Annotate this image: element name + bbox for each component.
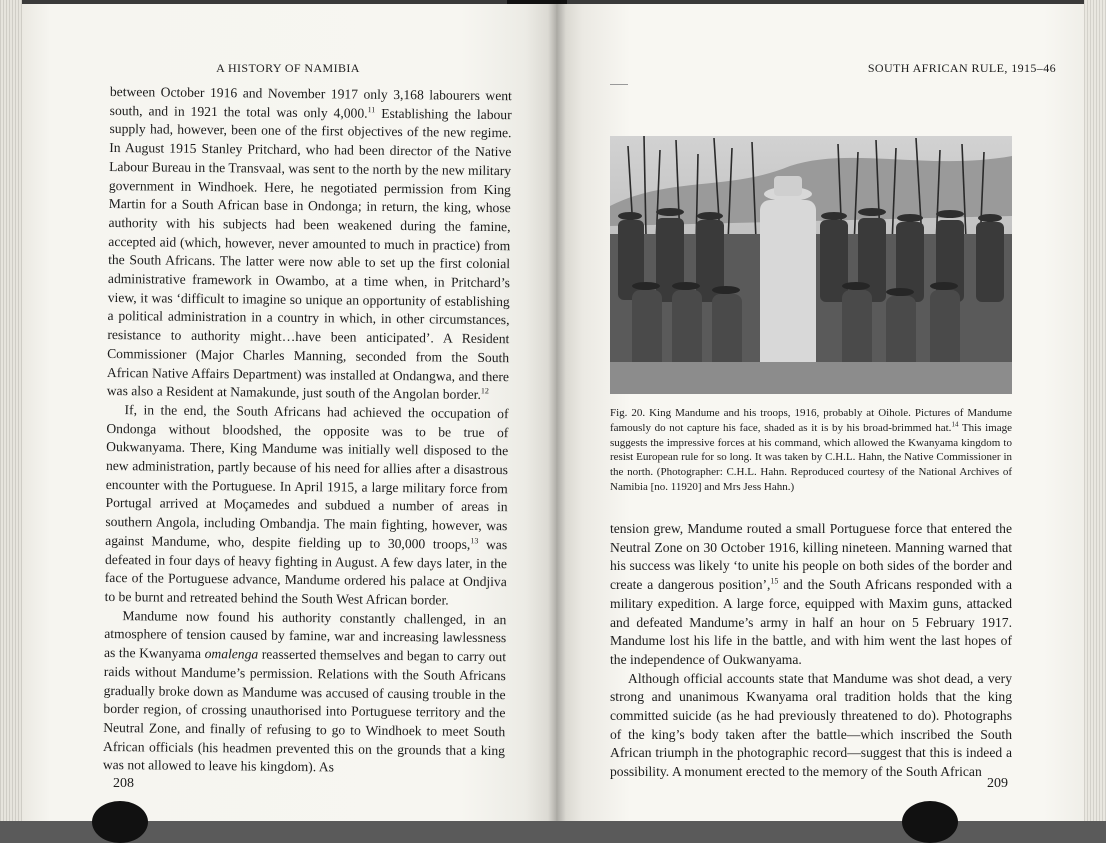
thumb-left <box>92 801 148 843</box>
figure-caption <box>610 406 1012 495</box>
footnote-ref: 11 <box>367 104 376 114</box>
page-number-right: 209 <box>987 776 1008 791</box>
text-run: This image suggests the impressive forces at his command, which allowed the Kwanyama kingdom to resist European rule for so long. It was taken by C.H.L. Hahn, the Native Commissioner in the north. (Photographer: C.H.L. Hahn. Reproduced courtesy of the National Archives of Namibia [no. 11920] and Mrs Jess Hahn.) <box>610 421 1012 493</box>
book-edge-right <box>1084 0 1106 821</box>
left-body-text <box>103 83 512 779</box>
footnote-ref: 15 <box>770 576 779 586</box>
header-rule <box>610 84 628 85</box>
book-edge-left <box>0 0 22 821</box>
paragraph <box>610 520 1012 670</box>
page-number-left: 208 <box>113 776 134 791</box>
text-run: between October 1916 and November 1917 only 3,168 labourers went south, and in 1921 the total was only 4,000. <box>109 83 512 121</box>
thumb-right <box>902 801 958 843</box>
right-page <box>556 4 1086 821</box>
running-head-left: A HISTORY OF NAMIBIA <box>216 61 360 75</box>
left-page <box>18 4 558 821</box>
right-body-text <box>610 520 1012 782</box>
paragraph <box>107 83 512 405</box>
book-gutter <box>548 0 566 821</box>
historical-photograph <box>610 136 1012 394</box>
running-head-right: SOUTH AFRICAN RULE, 1915–46 <box>867 61 1056 75</box>
paragraph <box>105 401 509 611</box>
text-run: reasserted themselves and began to carry out raids without Mandume’s permission. Relations with the South Africans gradually broke down as Mandume was accused of causing trouble in the border region, of crossing unauthorised into Portuguese territory and the Neutral Zone, and finally of refusing to go to Windhoek to meet South African officials (his headmen prevented this on the grounds that a king was not allowed to leave his kingdom). As <box>102 646 507 775</box>
text-run: was defeated in four days of heavy fighting in August. A few days later, in the face of the Portuguese advance, Mandume ordered his palace at Ondjiva to be burnt and retreated behind the South West African border. <box>104 536 508 608</box>
text-run: tension grew, Mandume routed a small Portuguese force that entered the Neutral Zone on 30 October 1916, killing nineteen. Manning warned that his success was likely ‘to unite his people on both sides of the border and create a dangerous position’, <box>610 521 1012 593</box>
paragraph <box>103 607 507 780</box>
paragraph <box>610 670 1012 782</box>
text-run: Mandume now found his authority constantly challenged, in an atmosphere of tension caused by famine, war and increasing lawlessness as the Kwanyama <box>103 607 507 662</box>
footnote-ref: 14 <box>951 420 959 429</box>
text-run: and the South Africans responded with a military expedition. A large force, equipped with Maxim guns, attacked and defeated Mandume’s army in half an hour on 5 February 1917. Mandume lost his life in the battle, and with him went the last hopes of the independence of Oukwanyama. <box>610 577 1012 667</box>
text-run: Establishing the labour supply had, however, been one of the first objectives of the new regime. In August 1915 Stanley Pritchard, who had been director of the Native Labour Bureau in the Transvaal, was sent to the north by the new military government in Windhoek. Here, he negotiated permission from King Martin for a South African base in Ondonga; in return, the king, whose authority with his subjects had been weakened during the famine, accepted aid (which, however, never amounted to much in practice) from the South Africans. The latter were now able to set up the first colonial administrative framework in Owambo, at a time when, in Pritchard’s view, it was ‘difficult to imagine so unique an opportunity of establishing a political administration in a country in which, in other circumstances, resistance to authority might…have been anticipated’. A Resident Commissioner (Major Charles Manning, seconded from the South African Native Affairs Department) was installed at Ondangwa, and there was also a Resident at Namakunde, just south of the Angolan border. <box>106 105 512 403</box>
footnote-ref: 12 <box>480 386 489 396</box>
footnote-ref: 13 <box>470 536 479 546</box>
text-run: If, in the end, the South Africans had achieved the occupation of Ondonga without bloodshed, the opposite was to be true of Oukwanyama. There, King Mandume was initially well disposed to the new administration, partly because of his need for allies after a disastrous encounter with the Portuguese. In April 1915, a large military force from Portugal arrived at Moçamedes and subdued a number of areas in southern Angola, including Ombandja. The main fighting, however, was against Mandume, who, despite fielding up to 30,000 troops, <box>105 402 509 552</box>
text-run: Although official accounts state that Mandume was shot dead, a very strong and unanimous Kwanyama oral tradition holds that the king committed suicide (as he had previously threatened to do). Photographs of the king’s body taken after the battle—which inscribed the South African triumph in the photographic record—suggest that this is indeed a possibility. A monument erected to the memory of the South African <box>610 670 1012 780</box>
text-run: Fig. 20. King Mandume and his troops, 1916, probably at Oihole. Pictures of Mandume famously do not capture his face, shaded as it is by his broad-brimmed hat. <box>610 407 1012 434</box>
photo-troops-illustration <box>610 136 1012 394</box>
italic-term: omalenga <box>204 646 259 662</box>
